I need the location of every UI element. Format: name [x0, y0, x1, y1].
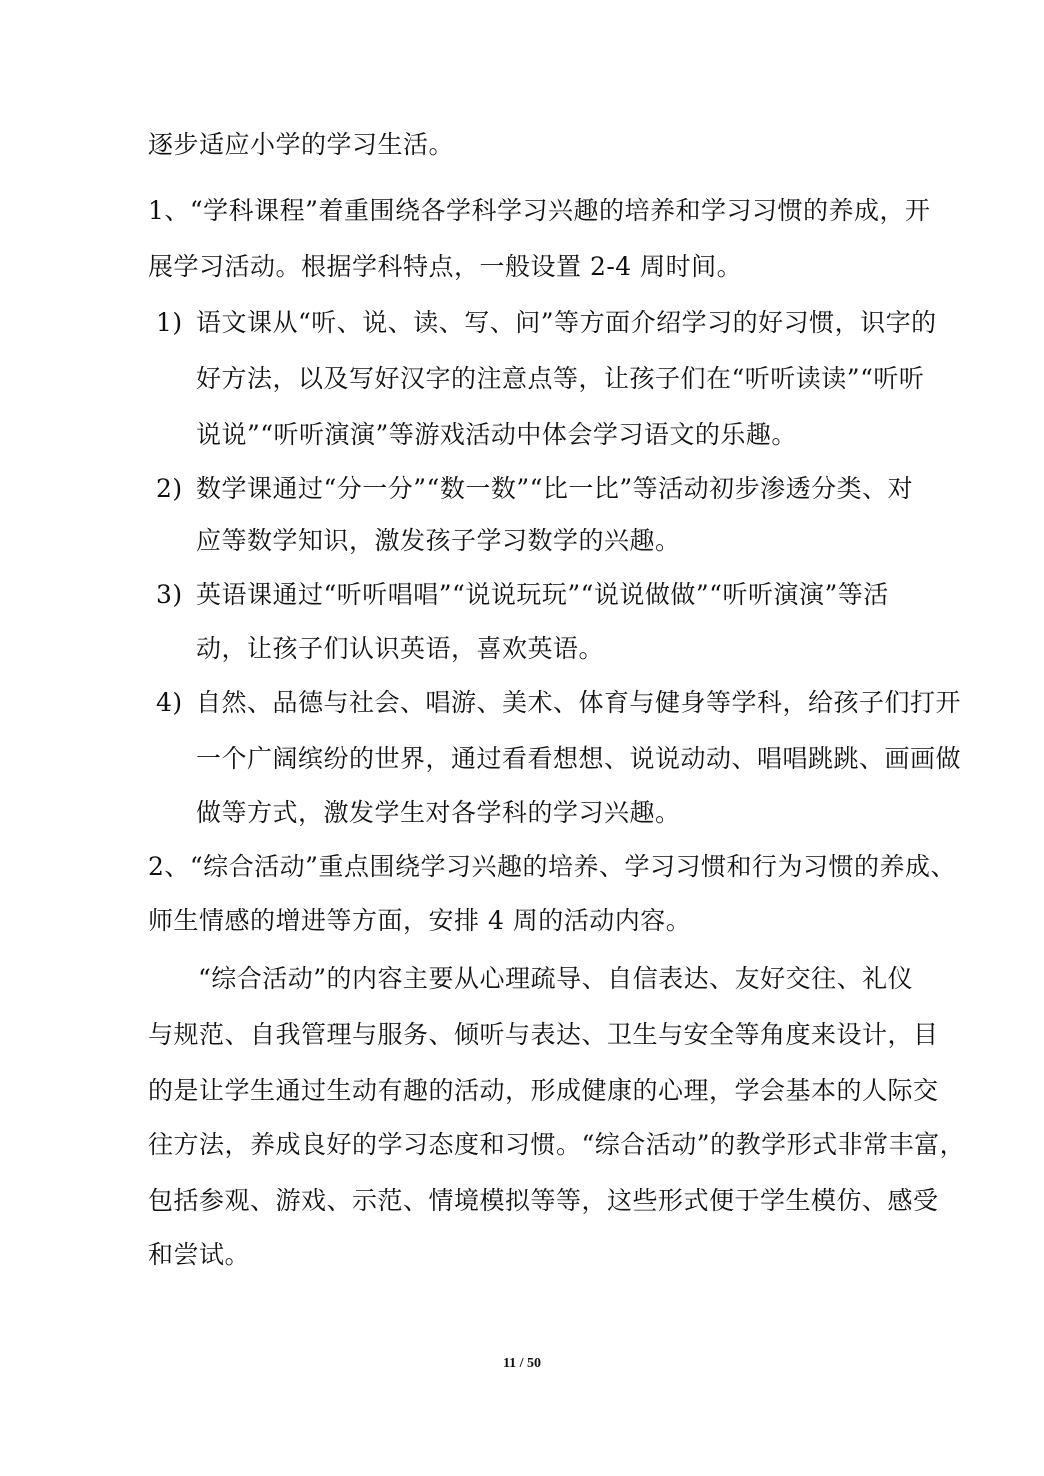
text-line: 与规范、自我管理与服务、倾听与表达、卫生与安全等角度来设计，目: [148, 1020, 939, 1049]
text-line: 数学课通过“分一分”“数一数”“比一比”等活动初步渗透分类、对: [196, 474, 914, 503]
text-line: 师生情感的增进等方面，安排 4 周的活动内容。: [148, 906, 692, 935]
list-marker: 4): [156, 688, 183, 717]
text-line: 动，让孩子们认识英语，喜欢英语。: [196, 634, 605, 663]
text-line: 好方法，以及写好汉字的注意点等，让孩子们在“听听读读”“听听: [196, 364, 925, 393]
list-marker: 2): [156, 474, 183, 503]
text-line: 逐步适应小学的学习生活。: [148, 130, 455, 159]
text-line: 自然、品德与社会、唱游、美术、体育与健身等学科，给孩子们打开: [196, 688, 962, 717]
text-line: 2、“综合活动”重点围绕学习兴趣的培养、学习习惯和行为习惯的养成、: [148, 852, 956, 881]
list-item-4: [156, 686, 961, 720]
text-line: 语文课从“听、说、读、写、问”等方面介绍学习的好习惯，识字的: [196, 308, 937, 337]
text-line: “综合活动”的内容主要从心理疏导、自信表达、友好交往、礼仪: [198, 964, 914, 993]
list-item-3: [156, 578, 889, 612]
page-number: 11 / 50: [502, 1356, 542, 1371]
text-line: 一个广阔缤纷的世界，通过看看想想、说说动动、唱唱跳跳、画画做: [196, 744, 962, 773]
text-line: 包括参观、游戏、示范、情境模拟等等，这些形式便于学生模仿、感受: [148, 1186, 939, 1215]
text-line: 英语课通过“听听唱唱”“说说玩玩”“说说做做”“听听演演”等活: [196, 580, 889, 609]
text-line: 展学习活动。根据学科特点，一般设置 2-4 周时间。: [148, 252, 743, 281]
text-line: 应等数学知识，激发孩子学习数学的兴趣。: [196, 526, 681, 555]
list-item-2: [156, 472, 913, 506]
text-line: 往方法，养成良好的学习态度和习惯。“综合活动”的教学形式非常丰富，: [148, 1130, 966, 1159]
text-line: 1、“学科课程”着重围绕各学科学习兴趣的培养和学习习惯的养成，开: [148, 196, 931, 225]
text-line: 的是让学生通过生动有趣的活动，形成健康的心理，学会基本的人际交: [148, 1076, 939, 1105]
text-line: 说说”“听听演演”等游戏活动中体会学习语文的乐趣。: [196, 420, 797, 449]
list-marker: 3): [156, 580, 183, 609]
text-line: 和尝试。: [148, 1240, 251, 1269]
text-line: 做等方式，激发学生对各学科的学习兴趣。: [196, 798, 681, 827]
list-marker: 1): [156, 308, 183, 337]
list-item-1: [156, 306, 937, 340]
